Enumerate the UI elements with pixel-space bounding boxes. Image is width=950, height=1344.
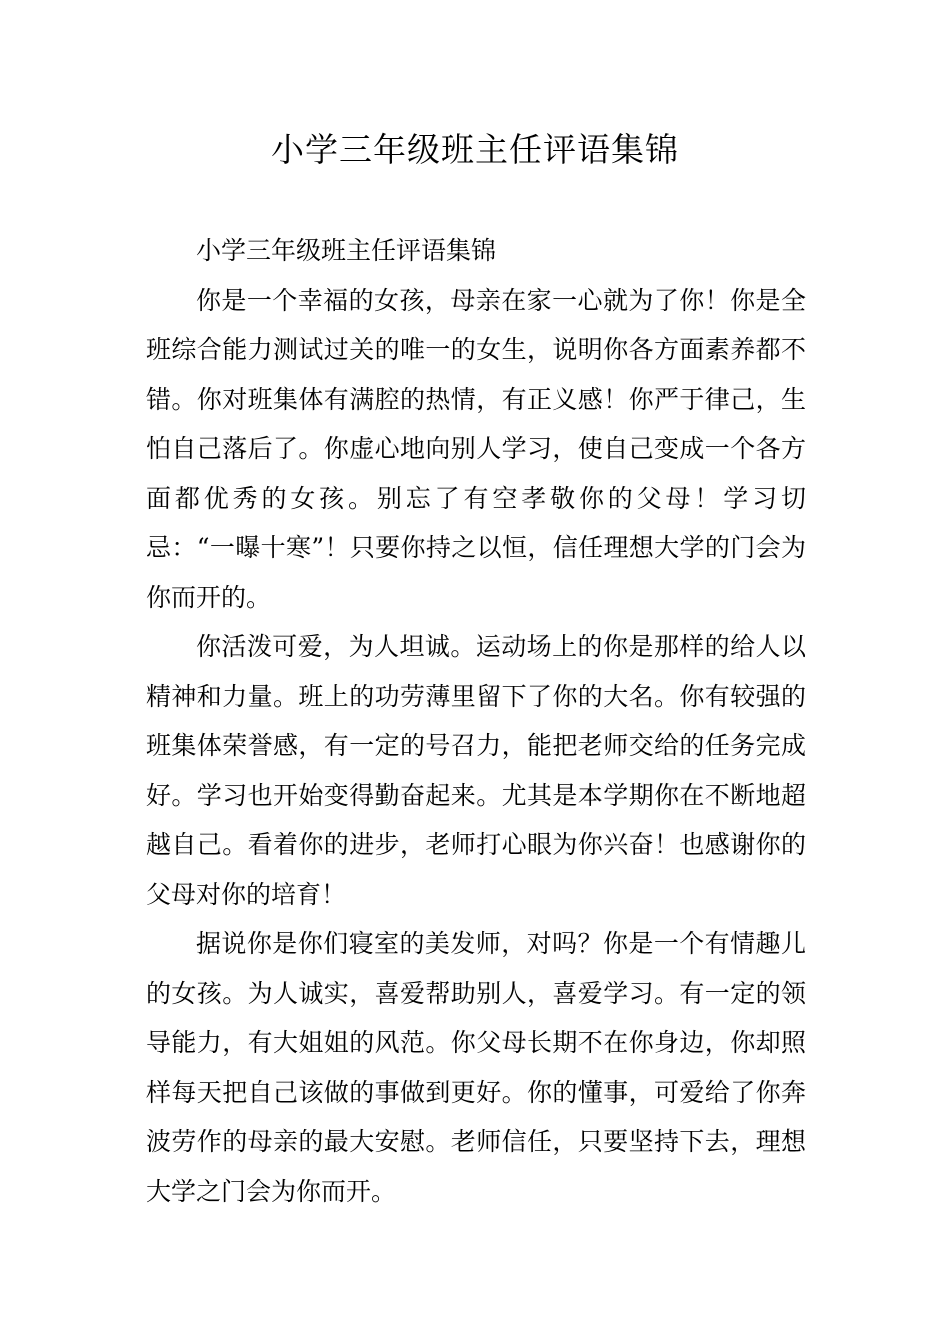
document-body	[146, 226, 806, 1216]
paragraph-comment-2: 你活泼可爱，为人坦诚。运动场上的你是那样的给人以精神和力量。班上的功劳薄里留下了你的大名。你有较强的班集体荣誉感，有一定的号召力，能把老师交给的任务完成好。学习也开始变得勤奋起来。尤其是本学期你在不断地超越自己。看着你的进步，老师打心眼为你兴奋！也感谢你的父母对你的培育！	[146, 632, 806, 909]
paragraph-comment-3: 据说你是你们寝室的美发师，对吗？你是一个有情趣儿的女孩。为人诚实，喜爱帮助别人，喜爱学习。有一定的领导能力，有大姐姐的风范。你父母长期不在你身边，你却照样每天把自己该做的事做到更好。你的懂事，可爱给了你奔波劳作的母亲的最大安慰。老师信任，只要坚持下去，理想大学之门会为你而开。	[146, 929, 806, 1206]
document-title: 小学三年级班主任评语集锦	[271, 130, 679, 169]
paragraph-comment-1: 你是一个幸福的女孩，母亲在家一心就为了你！你是全班综合能力测试过关的唯一的女生，说明你各方面素养都不错。你对班集体有满腔的热情，有正义感！你严于律己，生怕自己落后了。你虚心地向别人学习，使自己变成一个各方面都优秀的女孩。别忘了有空孝敬你的父母！学习切忌：“一曝十寒”！只要你持之以恒，信任理想大学的门会为你而开的。	[146, 285, 806, 612]
paragraph-subtitle: 小学三年级班主任评语集锦	[196, 236, 497, 265]
